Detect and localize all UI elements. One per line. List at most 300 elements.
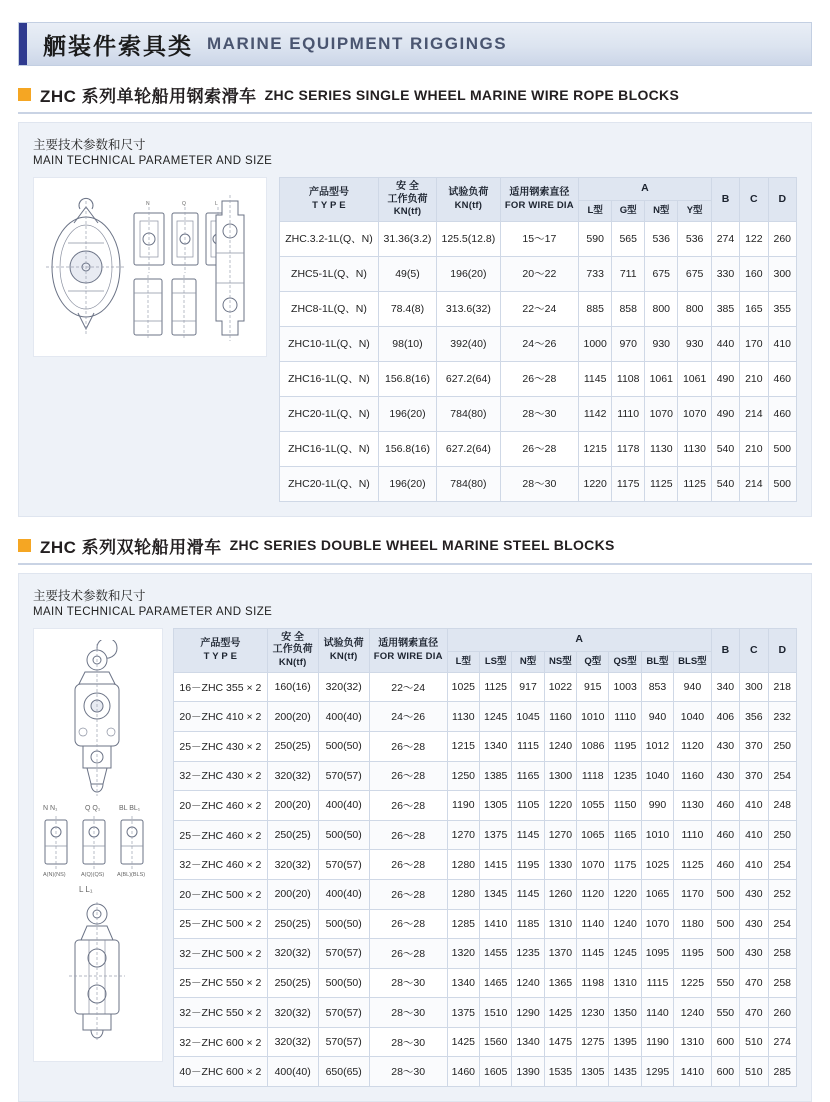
cell-b: 500 bbox=[711, 879, 739, 909]
cell-a-g: 1178 bbox=[612, 431, 645, 466]
col-a-g: G型 bbox=[612, 200, 645, 221]
cell-a-g: 1175 bbox=[612, 466, 645, 501]
cell-a-y: 675 bbox=[678, 256, 711, 291]
cell-b: 340 bbox=[711, 672, 739, 702]
cell-a-bls: 1240 bbox=[674, 998, 712, 1028]
table-row bbox=[174, 998, 797, 1028]
cell-dia: 24～26 bbox=[500, 326, 578, 361]
cell-test: 570(57) bbox=[318, 1027, 369, 1057]
cell-a-bl: 1095 bbox=[641, 939, 673, 969]
cell-a-y: 800 bbox=[678, 291, 711, 326]
cell-b: 500 bbox=[711, 939, 739, 969]
cell-safe: 250(25) bbox=[267, 968, 318, 998]
cell-safe: 49(5) bbox=[378, 256, 436, 291]
col-test-load: 试验负荷 KN(tf) bbox=[437, 178, 501, 222]
cell-a-y: 536 bbox=[678, 221, 711, 256]
table-row bbox=[280, 256, 797, 291]
col-wire-dia: 适用钢索直径 FOR WIRE DIA bbox=[369, 628, 447, 672]
cell-type: 25－ZHC 550 × 2 bbox=[174, 968, 268, 998]
cell-a-bl: 1012 bbox=[641, 731, 673, 761]
cell-a-n: 1195 bbox=[512, 850, 544, 880]
cell-dia: 26～28 bbox=[369, 761, 447, 791]
cell-c: 210 bbox=[740, 431, 768, 466]
cell-dia: 15～17 bbox=[500, 221, 578, 256]
cell-a-ls: 1510 bbox=[480, 998, 512, 1028]
cell-a-l: 1425 bbox=[447, 1027, 479, 1057]
cell-a-ns: 1310 bbox=[544, 909, 576, 939]
cell-dia: 26～28 bbox=[369, 939, 447, 969]
cell-type: ZHC20-1L(Q、N) bbox=[280, 396, 379, 431]
cell-b: 430 bbox=[711, 761, 739, 791]
cell-a-qs: 1195 bbox=[609, 731, 641, 761]
cell-a-g: 1110 bbox=[612, 396, 645, 431]
cell-a-ls: 1375 bbox=[480, 820, 512, 850]
cell-c: 370 bbox=[740, 761, 768, 791]
cell-a-ns: 1160 bbox=[544, 702, 576, 732]
cell-safe: 320(32) bbox=[267, 939, 318, 969]
cell-a-l: 1320 bbox=[447, 939, 479, 969]
cell-d: 410 bbox=[768, 326, 796, 361]
cell-c: 470 bbox=[740, 998, 768, 1028]
cell-type: 32－ZHC 500 × 2 bbox=[174, 939, 268, 969]
cell-b: 274 bbox=[711, 221, 739, 256]
cell-a-qs: 1165 bbox=[609, 820, 641, 850]
cell-a-l: 1285 bbox=[447, 909, 479, 939]
cell-type: ZHC5-1L(Q、N) bbox=[280, 256, 379, 291]
cell-a-ns: 1370 bbox=[544, 939, 576, 969]
table-row bbox=[280, 361, 797, 396]
cell-type: 20－ZHC 500 × 2 bbox=[174, 879, 268, 909]
section-2-subtitle-en: MAIN TECHNICAL PARAMETER AND SIZE bbox=[33, 605, 273, 618]
cell-a-n: 1125 bbox=[645, 466, 678, 501]
table-row bbox=[174, 939, 797, 969]
cell-a-q: 1275 bbox=[577, 1027, 609, 1057]
cell-b: 460 bbox=[711, 820, 739, 850]
cell-a-n: 1390 bbox=[512, 1057, 544, 1087]
cell-a-bl: 1070 bbox=[641, 909, 673, 939]
cell-dia: 26～28 bbox=[369, 879, 447, 909]
cell-a-l: 590 bbox=[578, 221, 611, 256]
cell-type: 25－ZHC 460 × 2 bbox=[174, 820, 268, 850]
cell-a-n: 917 bbox=[512, 672, 544, 702]
cell-b: 490 bbox=[711, 361, 739, 396]
cell-test: 500(50) bbox=[318, 968, 369, 998]
cell-type: ZHC16-1L(Q、N) bbox=[280, 431, 379, 466]
cell-a-n: 1070 bbox=[645, 396, 678, 431]
section-2-panel bbox=[18, 573, 812, 1102]
cell-d: 260 bbox=[768, 221, 796, 256]
cell-a-l: 1270 bbox=[447, 820, 479, 850]
cell-test: 392(40) bbox=[437, 326, 501, 361]
cell-a-q: 1086 bbox=[577, 731, 609, 761]
cell-a-ls: 1465 bbox=[480, 968, 512, 998]
cell-safe: 320(32) bbox=[267, 1027, 318, 1057]
cell-test: 400(40) bbox=[318, 879, 369, 909]
cell-safe: 250(25) bbox=[267, 909, 318, 939]
section-1-subtitle-cn: 主要技术参数和尺寸 bbox=[33, 138, 146, 152]
cell-a-bls: 1130 bbox=[674, 791, 712, 821]
cell-a-ls: 1410 bbox=[480, 909, 512, 939]
cell-a-n: 1061 bbox=[645, 361, 678, 396]
cell-safe: 320(32) bbox=[267, 850, 318, 880]
cell-a-bl: 853 bbox=[641, 672, 673, 702]
table-row bbox=[280, 466, 797, 501]
cell-type: ZHC16-1L(Q、N) bbox=[280, 361, 379, 396]
cell-a-l: 1215 bbox=[447, 731, 479, 761]
col-wire-dia: 适用钢索直径 FOR WIRE DIA bbox=[500, 178, 578, 222]
cell-a-ls: 1415 bbox=[480, 850, 512, 880]
cell-b: 490 bbox=[711, 396, 739, 431]
cell-a-qs: 1350 bbox=[609, 998, 641, 1028]
svg-text:Q: Q bbox=[181, 201, 186, 207]
cell-type: 32－ZHC 600 × 2 bbox=[174, 1027, 268, 1057]
cell-d: 500 bbox=[768, 466, 796, 501]
cell-test: 196(20) bbox=[437, 256, 501, 291]
cell-b: 600 bbox=[711, 1027, 739, 1057]
cell-a-l: 1250 bbox=[447, 761, 479, 791]
page-banner bbox=[18, 22, 812, 66]
col-group-a: A bbox=[447, 628, 711, 651]
cell-a-ns: 1425 bbox=[544, 998, 576, 1028]
cell-a-qs: 1150 bbox=[609, 791, 641, 821]
cell-a-n: 1290 bbox=[512, 998, 544, 1028]
table-row bbox=[280, 291, 797, 326]
cell-dia: 28～30 bbox=[500, 396, 578, 431]
cell-a-bls: 1410 bbox=[674, 1057, 712, 1087]
section-heading-2 bbox=[18, 533, 812, 558]
cell-a-l: 1215 bbox=[578, 431, 611, 466]
cell-a-bl: 1190 bbox=[641, 1027, 673, 1057]
cell-dia: 28～30 bbox=[369, 1027, 447, 1057]
cell-a-y: 930 bbox=[678, 326, 711, 361]
table-row bbox=[174, 791, 797, 821]
cell-test: 125.5(12.8) bbox=[437, 221, 501, 256]
cell-d: 274 bbox=[768, 1027, 796, 1057]
col-a-l: L型 bbox=[447, 651, 479, 672]
double-wheel-spec-table bbox=[173, 628, 797, 1087]
double-wheel-block-drawing bbox=[33, 628, 163, 1062]
cell-a-bls: 1180 bbox=[674, 909, 712, 939]
catalog-page bbox=[0, 22, 830, 1079]
cell-a-l: 1025 bbox=[447, 672, 479, 702]
cell-a-n: 1045 bbox=[512, 702, 544, 732]
cell-safe: 156.8(16) bbox=[378, 361, 436, 396]
cell-a-ns: 1270 bbox=[544, 820, 576, 850]
cell-a-bl: 990 bbox=[641, 791, 673, 821]
cell-a-n: 1235 bbox=[512, 939, 544, 969]
table-row bbox=[280, 431, 797, 466]
svg-text:Q Q₁: Q Q₁ bbox=[85, 804, 101, 812]
cell-type: 20－ZHC 410 × 2 bbox=[174, 702, 268, 732]
cell-a-l: 1340 bbox=[447, 968, 479, 998]
cell-a-l: 1280 bbox=[447, 850, 479, 880]
cell-a-y: 1125 bbox=[678, 466, 711, 501]
cell-a-ns: 1260 bbox=[544, 879, 576, 909]
cell-b: 540 bbox=[711, 431, 739, 466]
cell-c: 160 bbox=[740, 256, 768, 291]
cell-a-n: 1105 bbox=[512, 791, 544, 821]
cell-c: 510 bbox=[740, 1027, 768, 1057]
cell-a-n: 1240 bbox=[512, 968, 544, 998]
cell-type: ZHC20-1L(Q、N) bbox=[280, 466, 379, 501]
cell-a-bls: 1125 bbox=[674, 850, 712, 880]
cell-test: 500(50) bbox=[318, 731, 369, 761]
cell-test: 570(57) bbox=[318, 939, 369, 969]
cell-c: 410 bbox=[740, 850, 768, 880]
table-row bbox=[174, 731, 797, 761]
cell-d: 500 bbox=[768, 431, 796, 466]
cell-a-ns: 1220 bbox=[544, 791, 576, 821]
cell-a-qs: 1220 bbox=[609, 879, 641, 909]
cell-a-bl: 1010 bbox=[641, 820, 673, 850]
cell-dia: 28～30 bbox=[369, 1057, 447, 1087]
section-1-title-en: ZHC SERIES SINGLE WHEEL MARINE WIRE ROPE BLOCKS bbox=[264, 86, 680, 103]
cell-a-l: 1280 bbox=[447, 879, 479, 909]
cell-test: 650(65) bbox=[318, 1057, 369, 1087]
col-type: 产品型号 T Y P E bbox=[280, 178, 379, 222]
col-test-load: 试验负荷 KN(tf) bbox=[318, 628, 369, 672]
cell-d: 460 bbox=[768, 396, 796, 431]
cell-a-ls: 1605 bbox=[480, 1057, 512, 1087]
col-b: B bbox=[711, 628, 739, 672]
cell-d: 355 bbox=[768, 291, 796, 326]
cell-safe: 78.4(8) bbox=[378, 291, 436, 326]
cell-a-q: 1070 bbox=[577, 850, 609, 880]
single-wheel-table-body bbox=[280, 221, 797, 501]
cell-safe: 200(20) bbox=[267, 879, 318, 909]
cell-a-l: 885 bbox=[578, 291, 611, 326]
cell-c: 300 bbox=[740, 672, 768, 702]
section-1-subtitle-en: MAIN TECHNICAL PARAMETER AND SIZE bbox=[33, 155, 273, 167]
cell-test: 313.6(32) bbox=[437, 291, 501, 326]
cell-test: 400(40) bbox=[318, 791, 369, 821]
cell-a-bl: 1025 bbox=[641, 850, 673, 880]
bullet-square-icon bbox=[18, 539, 31, 552]
cell-a-l: 1220 bbox=[578, 466, 611, 501]
cell-safe: 200(20) bbox=[267, 791, 318, 821]
cell-a-ls: 1340 bbox=[480, 731, 512, 761]
cell-test: 320(32) bbox=[318, 672, 369, 702]
cell-c: 214 bbox=[740, 466, 768, 501]
table-row bbox=[174, 909, 797, 939]
cell-a-q: 1055 bbox=[577, 791, 609, 821]
cell-a-bl: 1295 bbox=[641, 1057, 673, 1087]
cell-a-qs: 1245 bbox=[609, 939, 641, 969]
cell-c: 356 bbox=[740, 702, 768, 732]
cell-a-ls: 1560 bbox=[480, 1027, 512, 1057]
cell-type: 32－ZHC 430 × 2 bbox=[174, 761, 268, 791]
col-a-y: Y型 bbox=[678, 200, 711, 221]
cell-dia: 20～22 bbox=[500, 256, 578, 291]
cell-a-ns: 1365 bbox=[544, 968, 576, 998]
table-row bbox=[174, 1057, 797, 1087]
table-row bbox=[174, 672, 797, 702]
cell-a-q: 1118 bbox=[577, 761, 609, 791]
svg-text:L: L bbox=[214, 201, 218, 207]
single-wheel-block-drawing bbox=[33, 177, 267, 357]
cell-c: 165 bbox=[740, 291, 768, 326]
cell-a-g: 565 bbox=[612, 221, 645, 256]
cell-d: 260 bbox=[768, 998, 796, 1028]
col-a-q: Q型 bbox=[577, 651, 609, 672]
cell-a-ls: 1385 bbox=[480, 761, 512, 791]
section-1-title-cn: ZHC 系列单轮船用钢索滑车 bbox=[40, 87, 257, 106]
cell-safe: 31.36(3.2) bbox=[378, 221, 436, 256]
cell-a-l: 1460 bbox=[447, 1057, 479, 1087]
single-wheel-spec-table bbox=[279, 177, 797, 502]
cell-test: 500(50) bbox=[318, 820, 369, 850]
cell-a-qs: 1310 bbox=[609, 968, 641, 998]
cell-a-q: 1198 bbox=[577, 968, 609, 998]
double-wheel-table-body bbox=[174, 672, 797, 1086]
cell-b: 430 bbox=[711, 731, 739, 761]
cell-type: ZHC10-1L(Q、N) bbox=[280, 326, 379, 361]
cell-b: 600 bbox=[711, 1057, 739, 1087]
cell-c: 510 bbox=[740, 1057, 768, 1087]
cell-dia: 22～24 bbox=[369, 672, 447, 702]
cell-c: 410 bbox=[740, 820, 768, 850]
cell-a-bls: 1110 bbox=[674, 820, 712, 850]
col-a-qs: QS型 bbox=[609, 651, 641, 672]
cell-dia: 26～28 bbox=[500, 361, 578, 396]
banner-title-cn: 舾装件索具类 bbox=[43, 32, 193, 59]
cell-a-q: 1010 bbox=[577, 702, 609, 732]
cell-a-y: 1130 bbox=[678, 431, 711, 466]
cell-type: 32－ZHC 460 × 2 bbox=[174, 850, 268, 880]
cell-dia: 26～28 bbox=[369, 850, 447, 880]
cell-safe: 200(20) bbox=[267, 702, 318, 732]
cell-d: 254 bbox=[768, 761, 796, 791]
cell-type: ZHC8-1L(Q、N) bbox=[280, 291, 379, 326]
cell-a-n: 1145 bbox=[512, 879, 544, 909]
cell-a-bls: 1195 bbox=[674, 939, 712, 969]
cell-b: 330 bbox=[711, 256, 739, 291]
cell-safe: 320(32) bbox=[267, 998, 318, 1028]
cell-safe: 320(32) bbox=[267, 761, 318, 791]
cell-a-qs: 1435 bbox=[609, 1057, 641, 1087]
table-row bbox=[174, 702, 797, 732]
cell-safe: 98(10) bbox=[378, 326, 436, 361]
cell-a-bl: 1040 bbox=[641, 761, 673, 791]
cell-d: 252 bbox=[768, 879, 796, 909]
cell-a-qs: 1395 bbox=[609, 1027, 641, 1057]
section-2-subtitle-cn: 主要技术参数和尺寸 bbox=[33, 588, 146, 603]
cell-a-n: 1130 bbox=[645, 431, 678, 466]
cell-a-ns: 1330 bbox=[544, 850, 576, 880]
cell-type: 40－ZHC 600 × 2 bbox=[174, 1057, 268, 1087]
cell-type: 20－ZHC 460 × 2 bbox=[174, 791, 268, 821]
col-a-n: N型 bbox=[645, 200, 678, 221]
cell-a-n: 1185 bbox=[512, 909, 544, 939]
cell-a-bl: 1065 bbox=[641, 879, 673, 909]
banner-title-en: MARINE EQUIPMENT RIGGINGS bbox=[207, 34, 508, 53]
cell-c: 214 bbox=[740, 396, 768, 431]
cell-d: 232 bbox=[768, 702, 796, 732]
cell-a-n: 1165 bbox=[512, 761, 544, 791]
cell-type: ZHC.3.2-1L(Q、N) bbox=[280, 221, 379, 256]
cell-dia: 22～24 bbox=[500, 291, 578, 326]
col-c: C bbox=[740, 628, 768, 672]
cell-c: 410 bbox=[740, 791, 768, 821]
cell-dia: 26～28 bbox=[369, 731, 447, 761]
col-a-ns: NS型 bbox=[544, 651, 576, 672]
cell-d: 250 bbox=[768, 731, 796, 761]
table-row bbox=[280, 396, 797, 431]
cell-a-qs: 1235 bbox=[609, 761, 641, 791]
cell-a-g: 711 bbox=[612, 256, 645, 291]
cell-b: 500 bbox=[711, 909, 739, 939]
cell-type: 25－ZHC 430 × 2 bbox=[174, 731, 268, 761]
table-row bbox=[174, 761, 797, 791]
technical-drawing-svg-2 bbox=[39, 640, 157, 1050]
cell-a-l: 733 bbox=[578, 256, 611, 291]
cell-safe: 160(16) bbox=[267, 672, 318, 702]
cell-b: 385 bbox=[711, 291, 739, 326]
cell-d: 254 bbox=[768, 850, 796, 880]
cell-dia: 26～28 bbox=[500, 431, 578, 466]
section-1-divider bbox=[18, 112, 812, 114]
cell-d: 300 bbox=[768, 256, 796, 291]
cell-a-y: 1070 bbox=[678, 396, 711, 431]
cell-a-ns: 1535 bbox=[544, 1057, 576, 1087]
cell-c: 170 bbox=[740, 326, 768, 361]
cell-a-q: 1065 bbox=[577, 820, 609, 850]
cell-a-ns: 1022 bbox=[544, 672, 576, 702]
col-d: D bbox=[768, 628, 796, 672]
cell-a-g: 970 bbox=[612, 326, 645, 361]
cell-dia: 26～28 bbox=[369, 791, 447, 821]
col-b: B bbox=[711, 178, 739, 222]
cell-a-q: 1120 bbox=[577, 879, 609, 909]
cell-a-qs: 1003 bbox=[609, 672, 641, 702]
cell-a-g: 1108 bbox=[612, 361, 645, 396]
cell-a-bls: 1160 bbox=[674, 761, 712, 791]
cell-a-ns: 1240 bbox=[544, 731, 576, 761]
cell-a-n: 1115 bbox=[512, 731, 544, 761]
cell-a-bl: 940 bbox=[641, 702, 673, 732]
cell-a-ns: 1475 bbox=[544, 1027, 576, 1057]
cell-safe: 250(25) bbox=[267, 731, 318, 761]
cell-dia: 24～26 bbox=[369, 702, 447, 732]
cell-b: 460 bbox=[711, 850, 739, 880]
section-2-title-en: ZHC SERIES DOUBLE WHEEL MARINE STEEL BLOCKS bbox=[229, 537, 615, 554]
cell-dia: 26～28 bbox=[369, 909, 447, 939]
cell-c: 122 bbox=[740, 221, 768, 256]
cell-test: 570(57) bbox=[318, 761, 369, 791]
cell-type: 25－ZHC 500 × 2 bbox=[174, 909, 268, 939]
svg-text:A(N)(NS): A(N)(NS) bbox=[43, 871, 66, 878]
cell-test: 627.2(64) bbox=[437, 431, 501, 466]
cell-test: 570(57) bbox=[318, 850, 369, 880]
col-a-l: L型 bbox=[578, 200, 611, 221]
cell-b: 550 bbox=[711, 998, 739, 1028]
cell-a-l: 1190 bbox=[447, 791, 479, 821]
col-a-bls: BLS型 bbox=[674, 651, 712, 672]
cell-d: 248 bbox=[768, 791, 796, 821]
col-a-ls: LS型 bbox=[480, 651, 512, 672]
svg-text:N: N bbox=[145, 201, 150, 207]
table-row bbox=[174, 1027, 797, 1057]
cell-c: 430 bbox=[740, 939, 768, 969]
cell-c: 210 bbox=[740, 361, 768, 396]
cell-a-bls: 940 bbox=[674, 672, 712, 702]
cell-safe: 196(20) bbox=[378, 396, 436, 431]
cell-safe: 250(25) bbox=[267, 820, 318, 850]
cell-b: 440 bbox=[711, 326, 739, 361]
cell-a-qs: 1240 bbox=[609, 909, 641, 939]
section-heading-1 bbox=[18, 82, 812, 107]
cell-c: 430 bbox=[740, 909, 768, 939]
